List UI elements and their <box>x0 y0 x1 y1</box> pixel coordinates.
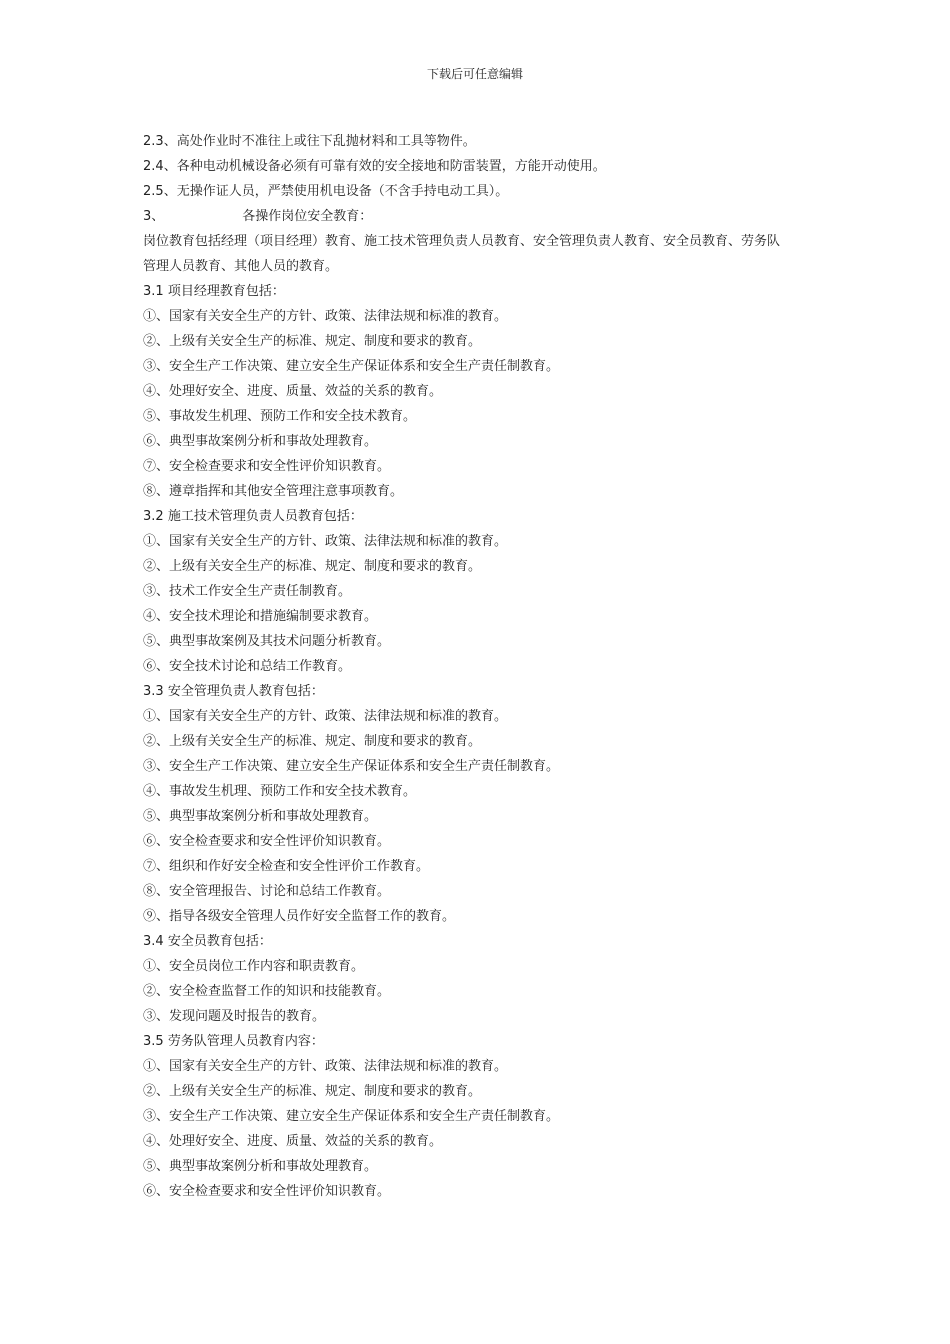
clause-2-5 <box>143 179 783 204</box>
clause-number: 2.3 <box>143 134 164 149</box>
list-item: ⑥、安全技术讨论和总结工作教育。 <box>143 659 352 674</box>
list-item: ①、国家有关安全生产的方针、政策、法律法规和标准的教育。 <box>143 709 508 724</box>
list-item: ③、发现问题及时报告的教育。 <box>143 1009 326 1024</box>
list-item: ⑧、遵章指挥和其他安全管理注意事项教育。 <box>143 484 404 499</box>
list-item: ②、上级有关安全生产的标准、规定、制度和要求的教育。 <box>143 1084 482 1099</box>
list-item: ⑥、安全检查要求和安全性评价知识教育。 <box>143 1184 391 1199</box>
clause-2-3 <box>143 129 783 154</box>
list-item: ③、安全生产工作决策、建立安全生产保证体系和安全生产责任制教育。 <box>143 359 560 374</box>
list-item: ①、安全员岗位工作内容和职责教育。 <box>143 959 365 974</box>
list-item: ④、处理好安全、进度、质量、效益的关系的教育。 <box>143 1134 443 1149</box>
clause-number: 2.5 <box>143 184 164 199</box>
subsection-number: 3.5 <box>143 1034 164 1049</box>
clause-text: 、各种电动机械设备必须有可靠有效的安全接地和防雷装置，方能开动使用。 <box>163 159 606 174</box>
list-item: ①、国家有关安全生产的方针、政策、法律法规和标准的教育。 <box>143 534 508 549</box>
subsection-heading-3-2 <box>143 504 783 529</box>
subsection-title: 劳务队管理人员教育内容： <box>167 1034 324 1049</box>
list-item: ①、国家有关安全生产的方针、政策、法律法规和标准的教育。 <box>143 309 508 324</box>
section-title: 各操作岗位安全教育： <box>242 209 373 224</box>
subsection-heading-3-4 <box>143 929 783 954</box>
list-item: ⑥、典型事故案例分析和事故处理教育。 <box>143 434 378 449</box>
list-item: ⑦、安全检查要求和安全性评价知识教育。 <box>143 459 391 474</box>
list-item: ②、上级有关安全生产的标准、规定、制度和要求的教育。 <box>143 334 482 349</box>
list-item: ⑧、安全管理报告、讨论和总结工作教育。 <box>143 884 391 899</box>
list-item: ⑨、指导各级安全管理人员作好安全监督工作的教育。 <box>143 909 456 924</box>
list-item: ②、上级有关安全生产的标准、规定、制度和要求的教育。 <box>143 559 482 574</box>
list-item: ④、处理好安全、进度、质量、效益的关系的教育。 <box>143 384 443 399</box>
subsection-number: 3.1 <box>143 284 164 299</box>
subsection-title: 安全管理负责人教育包括： <box>167 684 324 699</box>
list-item: ⑤、事故发生机理、预防工作和安全技术教育。 <box>143 409 417 424</box>
section-separator: 、 <box>151 209 165 224</box>
list-item: ③、安全生产工作决策、建立安全生产保证体系和安全生产责任制教育。 <box>143 759 560 774</box>
subsection-number: 3.3 <box>143 684 164 699</box>
document-body <box>143 129 783 1204</box>
clause-2-4 <box>143 154 783 179</box>
section-3-heading <box>143 204 783 229</box>
list-item: ①、国家有关安全生产的方针、政策、法律法规和标准的教育。 <box>143 1059 508 1074</box>
list-item: ⑤、典型事故案例分析和事故处理教育。 <box>143 1159 378 1174</box>
list-item: ④、安全技术理论和措施编制要求教育。 <box>143 609 378 624</box>
list-item: ③、技术工作安全生产责任制教育。 <box>143 584 352 599</box>
list-item: ⑦、组织和作好安全检查和安全性评价工作教育。 <box>143 859 430 874</box>
list-item: ⑤、典型事故案例及其技术问题分析教育。 <box>143 634 391 649</box>
clause-number: 2.4 <box>143 159 164 174</box>
list-item: ⑥、安全检查要求和安全性评价知识教育。 <box>143 834 391 849</box>
list-item: ②、安全检查监督工作的知识和技能教育。 <box>143 984 391 999</box>
list-item: ⑤、典型事故案例分析和事故处理教育。 <box>143 809 378 824</box>
subsection-heading-3-3 <box>143 679 783 704</box>
page-header: 下载后可任意编辑 <box>426 67 523 81</box>
subsection-heading-3-1 <box>143 279 783 304</box>
clause-text: 、无操作证人员，严禁使用机电设备（不含手持电动工具）。 <box>163 184 509 199</box>
subsection-title: 施工技术管理负责人员教育包括： <box>167 509 363 524</box>
section-number: 3 <box>143 209 152 224</box>
intro-paragraph: 岗位教育包括经理（项目经理）教育、施工技术管理负责人员教育、安全管理负责人教育、安全员教育、劳务队管理人员教育、其他人员的教育。 <box>143 234 781 274</box>
subsection-title: 项目经理教育包括： <box>167 284 285 299</box>
subsection-heading-3-5 <box>143 1029 783 1054</box>
subsection-number: 3.2 <box>143 509 164 524</box>
subsection-title: 安全员教育包括： <box>167 934 272 949</box>
clause-text: 、高处作业时不准往上或往下乱抛材料和工具等物件。 <box>163 134 476 149</box>
subsection-number: 3.4 <box>143 934 164 949</box>
list-item: ③、安全生产工作决策、建立安全生产保证体系和安全生产责任制教育。 <box>143 1109 560 1124</box>
list-item: ④、事故发生机理、预防工作和安全技术教育。 <box>143 784 417 799</box>
list-item: ②、上级有关安全生产的标准、规定、制度和要求的教育。 <box>143 734 482 749</box>
